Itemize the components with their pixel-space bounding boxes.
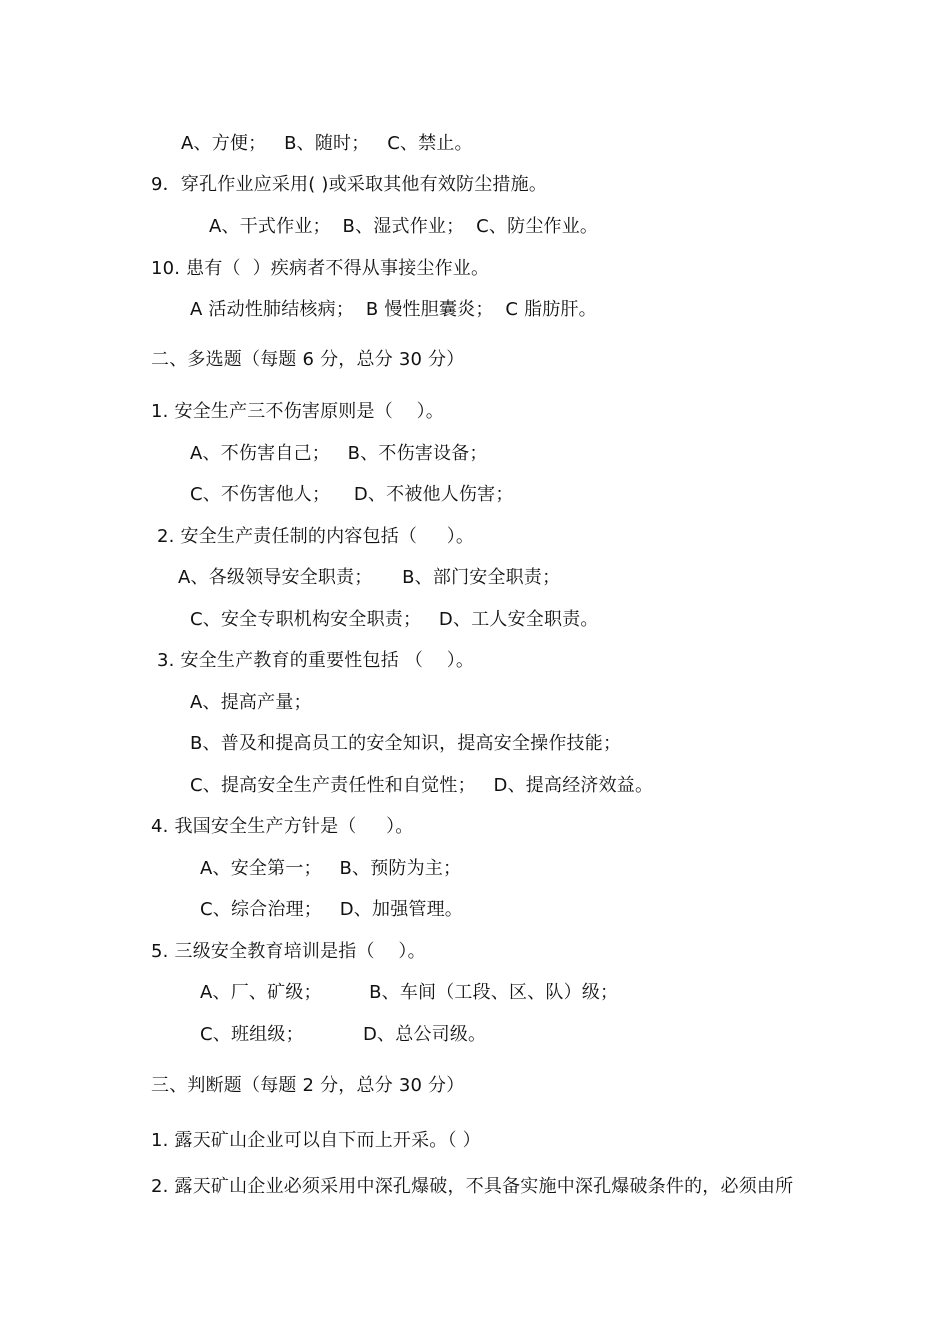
section-multiple-choice-heading: 二、多选题（每题 6 分，总分 30 分） xyxy=(151,349,465,370)
section-true-false-heading: 三、判断题（每题 2 分，总分 30 分） xyxy=(151,1075,465,1096)
mc4-options-ab: A、安全第一； B、预防为主； xyxy=(200,858,462,879)
mc2-question: 2. 安全生产责任制的内容包括（ ）。 xyxy=(157,526,475,547)
mc3-options-cd: C、提高安全生产责任性和自觉性； D、提高经济效益。 xyxy=(190,775,654,796)
mc3-option-b: B、普及和提高员工的安全知识，提高安全操作技能； xyxy=(190,733,622,754)
q10-question: 10. 患有（ ）疾病者不得从事接尘作业。 xyxy=(151,258,490,279)
mc2-options-cd: C、安全专职机构安全职责； D、工人安全职责。 xyxy=(190,609,599,630)
mc5-options-cd: C、班组级； D、总公司级。 xyxy=(200,1024,487,1045)
q9-question: 9．穿孔作业应采用( )或采取其他有效防尘措施。 xyxy=(151,174,548,195)
mc1-options-cd: C、不伤害他人； D、不被他人伤害； xyxy=(190,484,514,505)
mc5-options-ab: A、厂、矿级； B、车间（工段、区、队）级； xyxy=(200,982,619,1003)
mc5-question: 5. 三级安全教育培训是指（ ）。 xyxy=(151,941,426,962)
tf1-statement: 1. 露天矿山企业可以自下而上开采。（ ） xyxy=(151,1130,481,1151)
mc2-options-ab: A、各级领导安全职责； B、部门安全职责； xyxy=(178,567,561,588)
q8-options: A、方便； B、随时； C、禁止。 xyxy=(181,133,473,154)
mc3-option-a: A、提高产量； xyxy=(190,692,312,713)
q10-options: A 活动性肺结核病； B 慢性胆囊炎； C 脂肪肝。 xyxy=(190,299,597,320)
mc4-options-cd: C、综合治理； D、加强管理。 xyxy=(200,899,463,920)
mc1-options-ab: A、不伤害自己； B、不伤害设备； xyxy=(190,443,488,464)
mc3-question: 3. 安全生产教育的重要性包括 （ ）。 xyxy=(157,650,475,671)
tf2-statement: 2. 露天矿山企业必须采用中深孔爆破，不具备实施中深孔爆破条件的，必须由所 xyxy=(151,1176,794,1197)
mc4-question: 4. 我国安全生产方针是（ ）。 xyxy=(151,816,414,837)
mc1-question: 1. 安全生产三不伤害原则是（ ）。 xyxy=(151,401,444,422)
q9-options: A、干式作业； B、湿式作业； C、防尘作业。 xyxy=(209,216,599,237)
